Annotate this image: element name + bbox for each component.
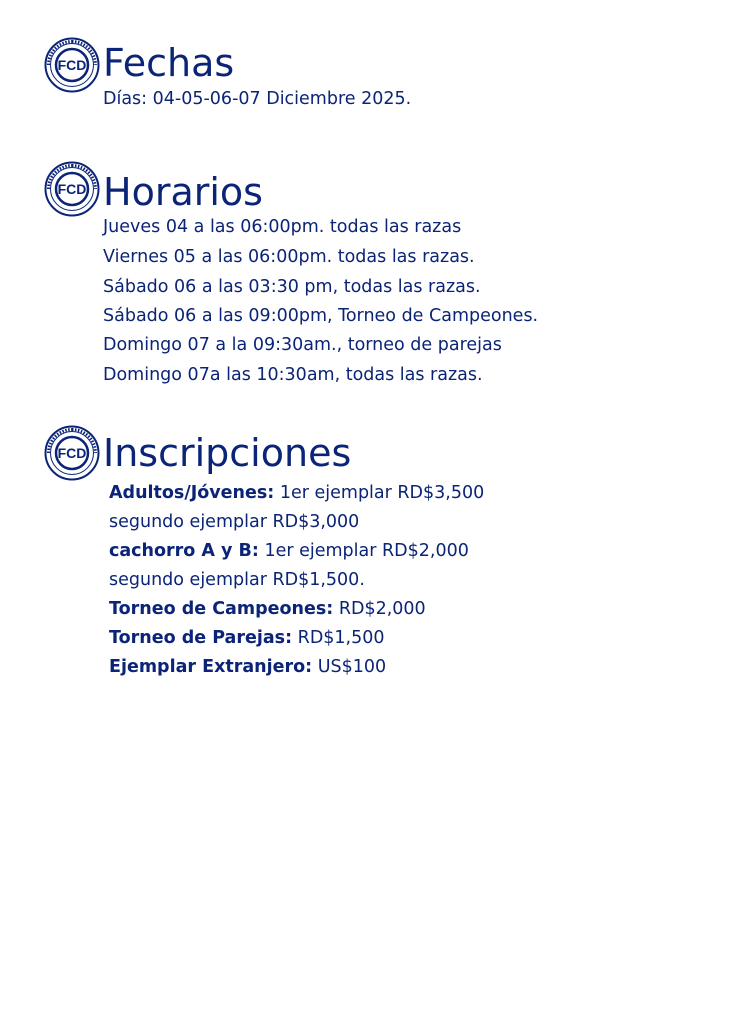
inscripcion-line <box>109 543 469 561</box>
inscripcion-line <box>109 572 365 590</box>
fcd-logo-icon <box>44 425 100 481</box>
inscripcion-line <box>109 485 484 503</box>
horario-line: Jueves 04 a las 06:00pm. todas las razas <box>103 217 462 237</box>
inscripcion-line <box>109 659 386 677</box>
horario-line: Domingo 07a las 10:30am, todas las razas. <box>103 365 483 385</box>
horario-line: Domingo 07 a la 09:30am., torneo de parejas <box>103 335 502 355</box>
fechas-heading: Fechas <box>103 41 235 85</box>
horario-line: Sábado 06 a las 09:00pm, Torneo de Campeones. <box>103 306 539 326</box>
inscripcion-value: segundo ejemplar RD$1,500. <box>109 570 365 590</box>
inscripcion-line <box>109 514 359 532</box>
inscripcion-label: Torneo de Campeones: <box>109 599 334 619</box>
inscripciones-heading: Inscripciones <box>103 431 352 475</box>
inscripcion-line <box>109 601 426 619</box>
inscripcion-label: Ejemplar Extranjero: <box>109 657 313 677</box>
inscripcion-label: Torneo de Parejas: <box>109 628 293 648</box>
inscripcion-label: Adultos/Jóvenes: <box>109 483 275 503</box>
inscripcion-value: RD$2,000 <box>333 599 426 619</box>
horario-line: Viernes 05 a las 06:00pm. todas las razas. <box>103 247 475 267</box>
inscripcion-value: RD$1,500 <box>292 628 385 648</box>
horario-line: Sábado 06 a las 03:30 pm, todas las razas. <box>103 277 481 297</box>
svg-text:FCD: FCD <box>57 445 87 461</box>
inscripcion-line <box>109 630 385 648</box>
svg-text:FCD: FCD <box>57 57 87 73</box>
inscripcion-value: US$100 <box>312 657 387 677</box>
fcd-logo-icon <box>44 161 100 217</box>
svg-text:FCD: FCD <box>57 181 87 197</box>
inscripcion-label: cachorro A y B: <box>109 541 259 561</box>
fechas-text: Días: 04-05-06-07 Diciembre 2025. <box>103 89 412 109</box>
horarios-heading: Horarios <box>103 170 263 214</box>
inscripcion-value: segundo ejemplar RD$3,000 <box>109 512 360 532</box>
inscripcion-value: 1er ejemplar RD$2,000 <box>258 541 469 561</box>
fcd-logo-icon <box>44 37 100 93</box>
inscripcion-value: 1er ejemplar RD$3,500 <box>274 483 485 503</box>
